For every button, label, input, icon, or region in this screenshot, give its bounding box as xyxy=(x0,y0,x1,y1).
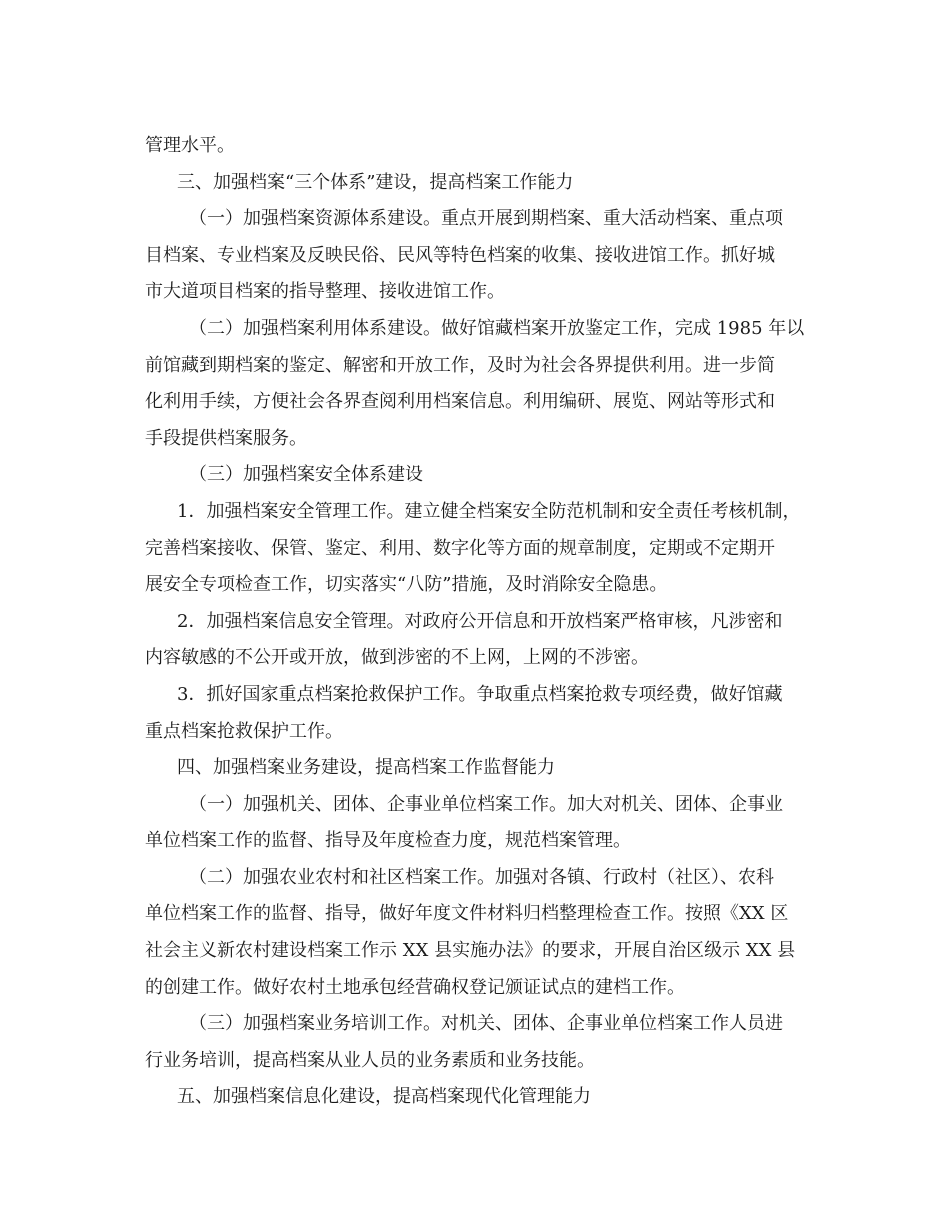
text-line: （二）加强农业农村和社区档案工作。加强对各镇、行政村（社区）、农科 xyxy=(189,866,774,888)
text-line: 重点档案抢救保护工作。 xyxy=(145,720,343,742)
text-line: （一）加强档案资源体系建设。重点开展到期档案、重大活动档案、重点项 xyxy=(189,208,783,230)
text-line: 单位档案工作的监督、指导，做好年度文件材料归档整理检查工作。按照《XX 区 xyxy=(145,903,789,925)
text-line: （三）加强档案业务培训工作。对机关、团体、企事业单位档案工作人员进 xyxy=(189,1013,783,1035)
text-line: 化利用手续，方便社会各界查阅利用档案信息。利用编研、展览、网站等形式和 xyxy=(145,391,775,413)
subsection-heading: （三）加强档案安全体系建设 xyxy=(189,464,423,486)
text-line: 1．加强档案安全管理工作。建立健全档案安全防范机制和安全责任考核机制， xyxy=(177,500,801,522)
text-line: （一）加强机关、团体、企事业单位档案工作。加大对机关、团体、企事业 xyxy=(189,793,783,815)
section-heading: 三、加强档案“三个体系”建设，提高档案工作能力 xyxy=(177,171,574,193)
text-line: 展安全专项检查工作，切实落实“八防”措施，及时消除安全隐患。 xyxy=(145,574,668,596)
text-line: 单位档案工作的监督、指导及年度检查力度，规范档案管理。 xyxy=(145,830,631,852)
text-line: 内容敏感的不公开或开放，做到涉密的不上网，上网的不涉密。 xyxy=(145,647,649,669)
text-line: 目档案、专业档案及反映民俗、民风等特色档案的收集、接收进馆工作。抓好城 xyxy=(145,244,775,266)
text-line: 3．抓好国家重点档案抢救保护工作。争取重点档案抢救专项经费，做好馆藏 xyxy=(177,683,783,705)
text-line: 管理水平。 xyxy=(145,135,235,156)
document-body xyxy=(145,128,815,1116)
section-heading: 五、加强档案信息化建设，提高档案现代化管理能力 xyxy=(177,1086,591,1108)
text-line: 前馆藏到期档案的鉴定、解密和开放工作，及时为社会各界提供利用。进一步简 xyxy=(145,354,775,376)
text-line: 社会主义新农村建设档案工作示 XX 县实施办法》的要求，开展自治区级示 XX 县 xyxy=(145,940,796,962)
text-line: 行业务培训，提高档案从业人员的业务素质和业务技能。 xyxy=(145,1049,595,1071)
text-line: 2．加强档案信息安全管理。对政府公开信息和开放档案严格审核，凡涉密和 xyxy=(177,610,783,632)
text-line: 的创建工作。做好农村土地承包经营确权登记颁证试点的建档工作。 xyxy=(145,976,685,998)
text-line: 完善档案接收、保管、鉴定、利用、数字化等方面的规章制度，定期或不定期开 xyxy=(145,537,775,559)
text-line: 手段提供档案服务。 xyxy=(145,427,307,449)
text-line: （二）加强档案利用体系建设。做好馆藏档案开放鉴定工作，完成 1985 年以 xyxy=(189,317,805,339)
section-heading: 四、加强档案业务建设，提高档案工作监督能力 xyxy=(177,757,555,779)
text-line: 市大道项目档案的指导整理、接收进馆工作。 xyxy=(145,281,505,303)
